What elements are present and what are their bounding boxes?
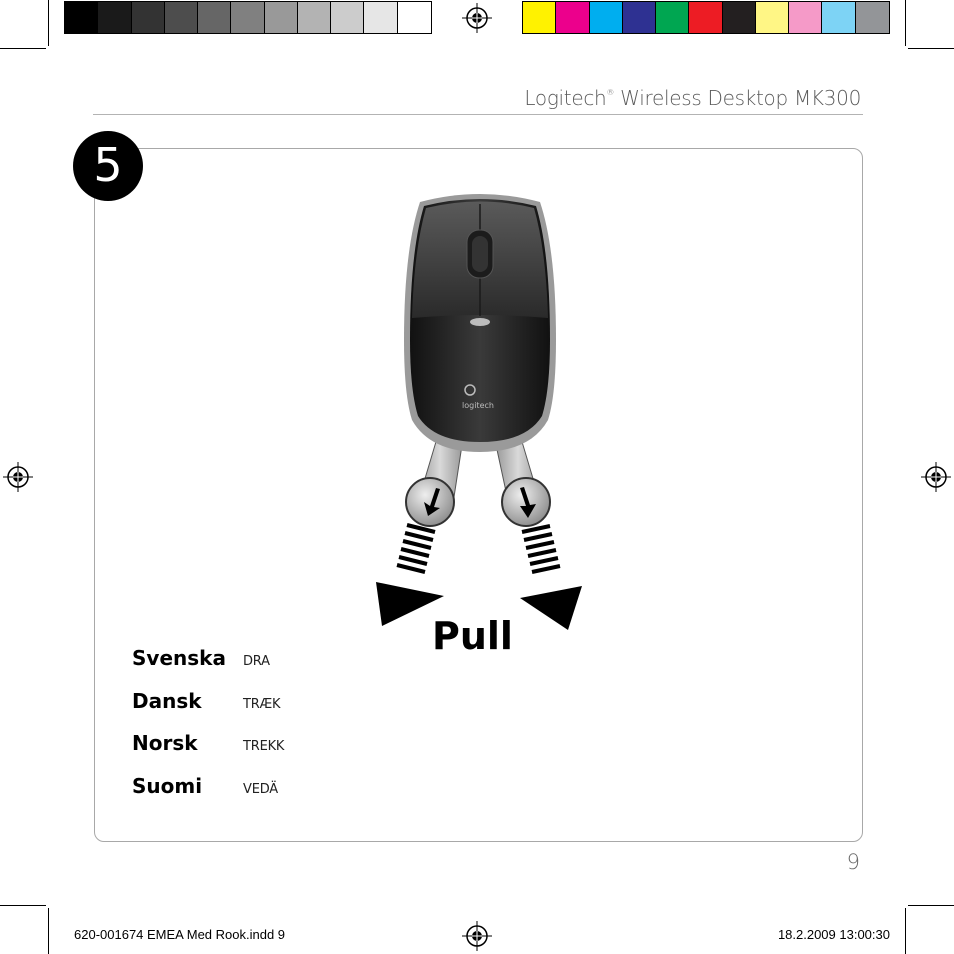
color-swatch bbox=[98, 2, 131, 33]
slug-file-info: 620-001674 EMEA Med Rook.indd 9 bbox=[74, 927, 286, 942]
color-swatch bbox=[590, 2, 623, 33]
translation-row-dansk bbox=[132, 689, 280, 713]
color-swatch bbox=[756, 2, 789, 33]
color-swatch bbox=[623, 2, 656, 33]
color-swatch bbox=[656, 2, 689, 33]
right-pull-arrow-icon bbox=[520, 526, 582, 630]
product-name: Wireless Desktop MK300 bbox=[620, 86, 861, 110]
registration-mark-right-icon bbox=[921, 462, 951, 492]
process-color-bar bbox=[522, 1, 890, 34]
color-swatch bbox=[523, 2, 556, 33]
language-name: Dansk bbox=[132, 689, 202, 713]
color-swatch bbox=[398, 2, 431, 33]
color-swatch bbox=[689, 2, 722, 33]
registration-mark-top-icon bbox=[462, 3, 492, 33]
crop-mark-top-right-h bbox=[908, 48, 954, 49]
slug-datetime: 18.2.2009 13:00:30 bbox=[777, 927, 890, 942]
color-swatch bbox=[364, 2, 397, 33]
mouse-logo-text: logitech bbox=[462, 401, 494, 410]
color-swatch bbox=[65, 2, 98, 33]
header-divider bbox=[93, 114, 863, 115]
step-number: 5 bbox=[93, 138, 123, 192]
translation-row-norsk bbox=[132, 731, 284, 755]
crop-mark-bottom-right-h bbox=[908, 905, 954, 906]
color-swatch bbox=[198, 2, 231, 33]
color-swatch bbox=[723, 2, 756, 33]
crop-mark-bottom-left-v bbox=[48, 908, 49, 954]
translation-row-suomi bbox=[132, 774, 278, 798]
crop-mark-top-right-v bbox=[905, 0, 906, 46]
header-title bbox=[524, 86, 861, 110]
left-pull-arrow-icon bbox=[376, 525, 444, 626]
language-name: Norsk bbox=[132, 731, 198, 755]
color-swatch bbox=[856, 2, 889, 33]
language-name: Svenska bbox=[132, 646, 226, 670]
language-name: Suomi bbox=[132, 774, 203, 798]
color-swatch bbox=[165, 2, 198, 33]
translated-word: VEDÄ bbox=[243, 782, 278, 797]
page-number: 9 bbox=[846, 850, 860, 874]
color-swatch bbox=[132, 2, 165, 33]
translation-row-svenska bbox=[132, 646, 270, 670]
pull-label: Pull bbox=[432, 614, 513, 658]
brand-name: Logitech bbox=[524, 86, 607, 110]
mouse-pull-illustration bbox=[360, 190, 600, 640]
crop-mark-bottom-left-h bbox=[0, 905, 46, 906]
registration-mark-bottom-icon bbox=[462, 921, 492, 951]
registered-mark: ® bbox=[606, 88, 615, 97]
registration-mark-left-icon bbox=[3, 462, 33, 492]
crop-mark-top-left-h bbox=[0, 48, 46, 49]
crop-mark-top-left-v bbox=[48, 0, 49, 46]
grayscale-color-bar bbox=[64, 1, 432, 34]
color-swatch bbox=[822, 2, 855, 33]
color-swatch bbox=[789, 2, 822, 33]
color-swatch bbox=[556, 2, 589, 33]
color-swatch bbox=[298, 2, 331, 33]
translated-word: DRA bbox=[243, 654, 270, 669]
color-swatch bbox=[265, 2, 298, 33]
step-number-badge bbox=[73, 131, 143, 201]
translated-word: TRÆK bbox=[243, 697, 281, 712]
crop-mark-bottom-right-v bbox=[905, 908, 906, 954]
color-swatch bbox=[331, 2, 364, 33]
mouse-body bbox=[404, 194, 556, 452]
left-arrow-button-icon bbox=[406, 478, 454, 526]
translated-word: TREKK bbox=[243, 739, 285, 754]
color-swatch bbox=[231, 2, 264, 33]
right-arrow-button-icon bbox=[502, 478, 550, 526]
